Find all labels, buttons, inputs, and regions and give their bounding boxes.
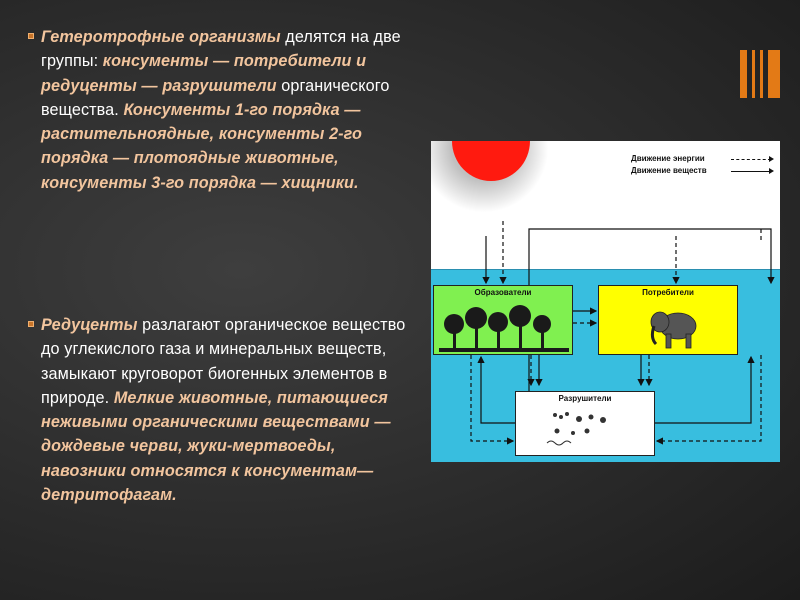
bullet-icon <box>28 321 34 327</box>
body-text: органического вещества. <box>41 76 390 119</box>
highlight-text: консументы — потребители и редуценты — разрушители <box>41 52 367 95</box>
consumers-label: Потребители <box>642 288 694 297</box>
elephant-icon <box>600 300 738 354</box>
microorganisms-icon <box>517 405 655 453</box>
highlight-text: Консументы 1-го порядка — растительноядные, консументы 2-го порядка — плотоядные животные, консументы 3-го порядка — хищники. <box>41 100 362 192</box>
text-block-reducers <box>28 313 423 507</box>
bullet-icon <box>28 33 34 39</box>
decorative-corner-bars <box>740 50 782 98</box>
consumers-box <box>598 285 738 355</box>
text-block-heterotrophs <box>28 25 423 195</box>
highlight-text: Гетеротрофные организмы <box>41 28 281 46</box>
highlight-text: Редуценты <box>41 316 138 334</box>
producers-box <box>433 285 573 355</box>
trees-icon <box>435 300 573 354</box>
legend-matter-label: Движение веществ <box>631 166 707 175</box>
paragraph-heterotrophs <box>41 25 423 195</box>
body-text: разлагают органическое вещество до углекислого газа и минеральных веществ, замыкают круговорот биогенных элементов в природе. <box>41 316 406 407</box>
producers-label: Образователи <box>474 288 532 297</box>
paragraph-reducers <box>41 313 423 507</box>
decomposers-label: Разрушители <box>558 394 612 403</box>
body-text: делятся на две группы: <box>41 28 401 71</box>
highlight-text: Мелкие животные, питающиеся неживыми органическими веществами — дождевые черви, жуки-мертвоеды, навозники относятся к консументам—детритофагам. <box>41 388 391 505</box>
decomposers-box <box>515 391 655 456</box>
ecosystem-cycle-diagram <box>431 141 780 462</box>
legend-energy-label: Движение энергии <box>631 154 705 163</box>
